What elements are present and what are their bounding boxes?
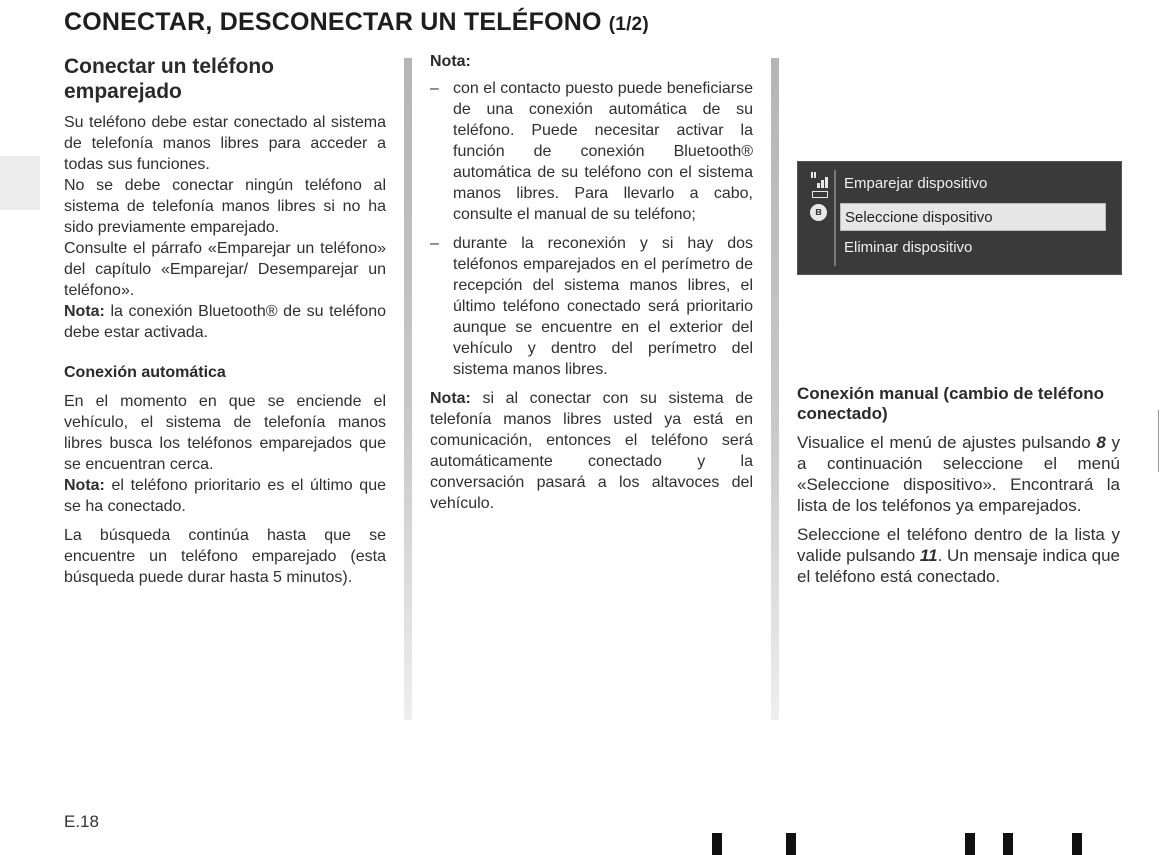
- paragraph: La búsqueda continúa hasta que se encuentre un teléfono emparejado (esta búsqueda puede durar hasta 5 minutos).: [64, 527, 386, 586]
- note-label: Nota:: [64, 303, 105, 320]
- column-divider-bar: [771, 58, 779, 720]
- section-heading-connect: Conectar un teléfono emparejado: [64, 55, 275, 103]
- bluetooth-icon: ʙ: [810, 204, 827, 221]
- note-list: [430, 78, 753, 380]
- page-number: E.18: [64, 812, 99, 831]
- menu-item-pair-device[interactable]: Emparejar dispositivo: [844, 175, 988, 192]
- key-reference: 11: [919, 546, 938, 565]
- screen-icon-column: [806, 170, 836, 266]
- paragraph: Su teléfono debe estar conectado al sistema de telefonía manos libres para acceder a todas sus funciones.: [64, 114, 386, 173]
- note-label: Nota:: [64, 477, 105, 494]
- note-text: el teléfono prioritario es el último que se ha conectado.: [64, 477, 386, 515]
- paragraph: No se debe conectar ningún teléfono al sistema de telefonía manos libres si no ha sido previamente emparejado.: [64, 177, 386, 236]
- page-title: CONECTAR, DESCONECTAR UN TELÉFONO (1/2): [64, 8, 649, 36]
- note-paragraph: [64, 475, 386, 517]
- note-label: Nota:: [430, 390, 471, 407]
- list-item: – con el contacto puesto puede beneficiarse de una conexión automática de su teléfono. Puede necesitar activar la función de conexión Bluetooth® automática de su teléfono con el sistema manos libres. Para llevarlo a cabo, consulte el manual de su teléfono;: [430, 78, 753, 225]
- registration-mark: [965, 833, 975, 855]
- column-left: [64, 54, 386, 588]
- column-divider-bar: [404, 58, 412, 720]
- registration-mark: [786, 833, 796, 855]
- subheading-manual-connection: Conexión manual (cambio de teléfono conectado): [797, 384, 1104, 423]
- paragraph: Visualice el menú de ajustes pulsando 8 y a continuación seleccione el menú «Seleccione dispositivo». Encontrará la lista de los teléfonos ya emparejados.: [797, 433, 1120, 515]
- signal-battery-icon: [809, 172, 831, 198]
- registration-mark: [1072, 833, 1082, 855]
- note-heading: Nota:: [430, 53, 471, 70]
- column-middle: [430, 52, 753, 514]
- side-tab-marker: [0, 156, 40, 210]
- note-paragraph: [64, 301, 386, 343]
- page-title-part: (1/2): [608, 14, 649, 35]
- paragraph: Seleccione el teléfono dentro de la lista y valide pulsando 11. Un mensaje indica que el teléfono está conectado.: [797, 525, 1120, 586]
- subheading-auto-connection: Conexión automática: [64, 364, 226, 381]
- registration-mark: [1003, 833, 1013, 855]
- edge-line: [1158, 410, 1159, 472]
- menu-item-select-device[interactable]: Seleccione dispositivo: [840, 203, 1106, 231]
- note-paragraph: [430, 388, 753, 514]
- column-right: [797, 384, 1120, 587]
- registration-mark: [712, 833, 722, 855]
- note-text: si al conectar con su sistema de telefonía manos libres usted ya está en comunicación, entonces el teléfono será automáticamente conectado y la conversación pasará a los altavoces del vehículo.: [430, 390, 753, 512]
- paragraph: En el momento en que se enciende el vehículo, el sistema de telefonía manos libres busca los teléfonos emparejados que se encuentran cerca.: [64, 393, 386, 473]
- device-screen-menu: [797, 161, 1122, 275]
- list-item: – durante la reconexión y si hay dos teléfonos emparejados en el perímetro de recepción del sistema manos libres, el último teléfono conectado será prioritario aunque se encuentre en el exterior del vehículo y dentro del perímetro del sistema manos libres.: [430, 233, 753, 380]
- note-text: la conexión Bluetooth® de su teléfono debe estar activada.: [64, 303, 386, 341]
- key-reference: 8: [1096, 433, 1106, 452]
- menu-item-delete-device[interactable]: Eliminar dispositivo: [844, 239, 973, 256]
- paragraph: Consulte el párrafo «Emparejar un teléfono» del capítulo «Emparejar/ Desemparejar un teléfono».: [64, 240, 386, 299]
